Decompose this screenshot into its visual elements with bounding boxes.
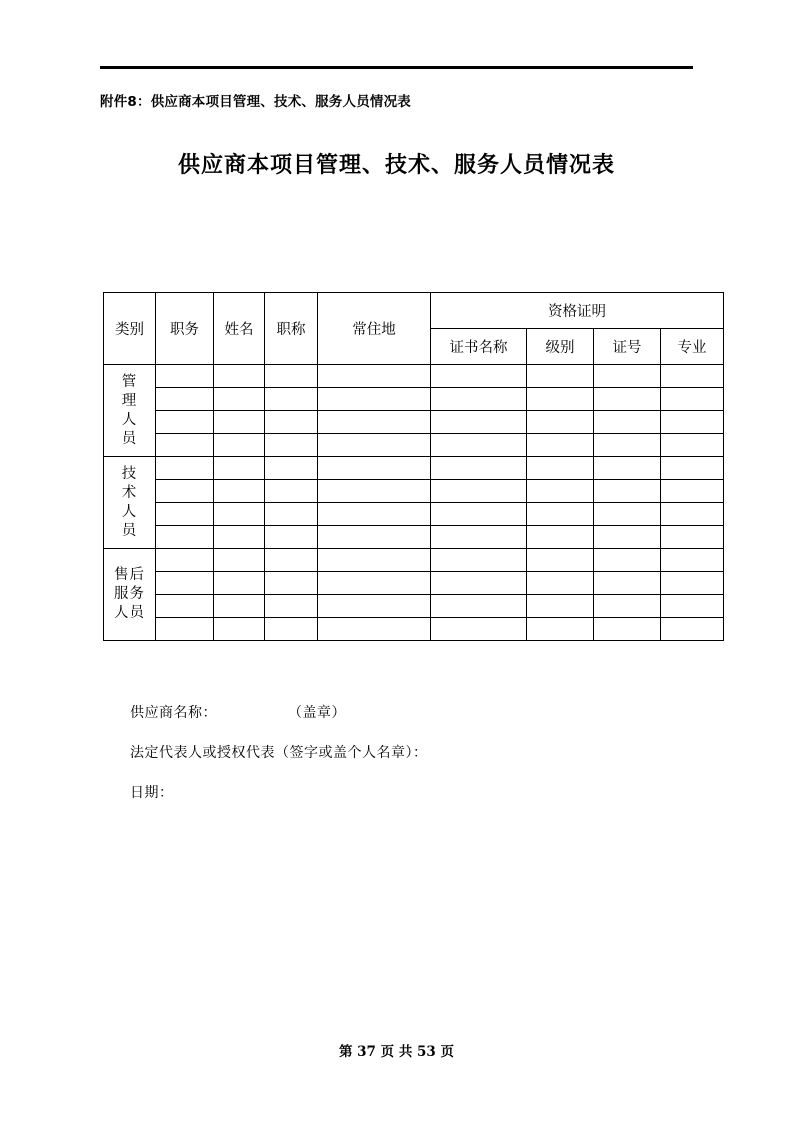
cell-title[interactable] [265,365,318,388]
table-row [104,618,724,641]
cell-position[interactable] [156,503,214,526]
cell-position[interactable] [156,595,214,618]
cell-cert-name[interactable] [431,388,527,411]
cell-cert-major[interactable] [661,549,724,572]
cell-title[interactable] [265,549,318,572]
cell-title[interactable] [265,503,318,526]
table-row [104,434,724,457]
cell-cert-major[interactable] [661,618,724,641]
cell-residence[interactable] [318,388,431,411]
cell-cert-major[interactable] [661,411,724,434]
cell-cert-major[interactable] [661,388,724,411]
cell-cert-level[interactable] [527,503,594,526]
cell-name[interactable] [214,572,265,595]
header-position: 职务 [156,293,214,365]
cell-cert-no[interactable] [594,503,661,526]
header-cert-no: 证号 [594,329,661,365]
cell-cert-major[interactable] [661,572,724,595]
personnel-table [103,292,724,641]
cell-residence[interactable] [318,503,431,526]
cell-position[interactable] [156,480,214,503]
cell-cert-major[interactable] [661,595,724,618]
cell-residence[interactable] [318,411,431,434]
cell-residence[interactable] [318,526,431,549]
header-qualification-group: 资格证明 [431,293,724,329]
cell-position[interactable] [156,434,214,457]
cell-name[interactable] [214,618,265,641]
cell-cert-major[interactable] [661,457,724,480]
cell-cert-level[interactable] [527,365,594,388]
cell-cert-no[interactable] [594,595,661,618]
cell-name[interactable] [214,595,265,618]
cell-title[interactable] [265,618,318,641]
table-row [104,388,724,411]
cell-cert-name[interactable] [431,411,527,434]
category-char: 员 [121,522,138,539]
cell-title[interactable] [265,434,318,457]
cell-title[interactable] [265,457,318,480]
cell-name[interactable] [214,411,265,434]
category-char: 人 [121,411,138,428]
cell-name[interactable] [214,457,265,480]
cell-cert-no[interactable] [594,365,661,388]
cell-title[interactable] [265,595,318,618]
header-cert-name: 证书名称 [431,329,527,365]
table-row [104,526,724,549]
category-char: 理 [121,392,138,409]
cell-cert-name[interactable] [431,365,527,388]
cell-cert-no[interactable] [594,572,661,595]
header-name: 姓名 [214,293,265,365]
cell-position[interactable] [156,457,214,480]
cell-residence[interactable] [318,549,431,572]
cell-cert-name[interactable] [431,457,527,480]
cell-position[interactable] [156,572,214,595]
cell-cert-no[interactable] [594,457,661,480]
cell-position[interactable] [156,411,214,434]
cell-title[interactable] [265,411,318,434]
cell-cert-level[interactable] [527,434,594,457]
cell-cert-no[interactable] [594,618,661,641]
cell-cert-major[interactable] [661,365,724,388]
cell-cert-major[interactable] [661,526,724,549]
cell-position[interactable] [156,618,214,641]
table-row [104,365,724,388]
page-title: 供应商本项目管理、技术、服务人员情况表 [177,153,615,178]
cell-position[interactable] [156,549,214,572]
cell-title[interactable] [265,480,318,503]
category-char: 人员 [114,605,145,621]
category-char: 员 [121,430,138,447]
header-cert-major: 专业 [661,329,724,365]
category-char: 人 [121,503,138,520]
page-footer: 第 37 页 共 53 页 [338,1044,455,1060]
cell-cert-name[interactable] [431,480,527,503]
header-title: 职称 [265,293,318,365]
cell-position[interactable] [156,365,214,388]
cell-name[interactable] [214,503,265,526]
category-cell-management [104,365,156,457]
cell-cert-name[interactable] [431,526,527,549]
cell-cert-name[interactable] [431,572,527,595]
supplier-name-line [130,702,346,722]
attachment-label: 附件8：供应商本项目管理、技术、服务人员情况表 [100,94,411,110]
cell-name[interactable] [214,388,265,411]
table-row [104,457,724,480]
cell-cert-name[interactable] [431,595,527,618]
cell-cert-level[interactable] [527,595,594,618]
cell-cert-level[interactable] [527,549,594,572]
cell-title[interactable] [265,572,318,595]
cell-title[interactable] [265,388,318,411]
cell-cert-no[interactable] [594,388,661,411]
table-row [104,480,724,503]
table-row [104,595,724,618]
table-row [104,549,724,572]
table-row [104,411,724,434]
seal-note: （盖章） [295,705,346,721]
cell-cert-level[interactable] [527,618,594,641]
cell-residence[interactable] [318,457,431,480]
cell-residence[interactable] [318,572,431,595]
cell-cert-level[interactable] [527,480,594,503]
header-residence: 常住地 [318,293,431,365]
cell-cert-level[interactable] [527,572,594,595]
cell-cert-name[interactable] [431,434,527,457]
cell-position[interactable] [156,526,214,549]
cell-cert-name[interactable] [431,549,527,572]
header-rule [100,66,693,69]
category-cell-after-sales [104,549,156,641]
category-char: 管 [121,373,138,390]
cell-name[interactable] [214,365,265,388]
cell-cert-no[interactable] [594,526,661,549]
cell-residence[interactable] [318,365,431,388]
cell-name[interactable] [214,480,265,503]
category-char: 术 [121,484,138,501]
cell-cert-level[interactable] [527,457,594,480]
cell-cert-name[interactable] [431,618,527,641]
cell-residence[interactable] [318,480,431,503]
cell-cert-no[interactable] [594,480,661,503]
cell-cert-major[interactable] [661,503,724,526]
header-category: 类别 [104,293,156,365]
table-row [104,572,724,595]
cell-cert-level[interactable] [527,411,594,434]
category-cell-technical [104,457,156,549]
cell-title[interactable] [265,526,318,549]
cell-cert-no[interactable] [594,434,661,457]
cell-cert-level[interactable] [527,526,594,549]
supplier-name-label: 供应商名称： [130,705,217,721]
header-cert-level: 级别 [527,329,594,365]
cell-residence[interactable] [318,618,431,641]
date-line: 日期： [130,785,174,801]
cell-name[interactable] [214,434,265,457]
cell-cert-major[interactable] [661,480,724,503]
cell-position[interactable] [156,388,214,411]
category-char: 技 [121,465,138,482]
table-row [104,503,724,526]
cell-cert-major[interactable] [661,434,724,457]
cell-cert-no[interactable] [594,411,661,434]
cell-cert-no[interactable] [594,549,661,572]
cell-name[interactable] [214,549,265,572]
cell-residence[interactable] [318,434,431,457]
category-char: 售后 [114,567,145,583]
cell-residence[interactable] [318,595,431,618]
cell-cert-name[interactable] [431,503,527,526]
cell-name[interactable] [214,526,265,549]
legal-rep-line: 法定代表人或授权代表（签字或盖个人名章）： [130,745,428,761]
category-char: 服务 [114,586,145,602]
cell-cert-level[interactable] [527,388,594,411]
